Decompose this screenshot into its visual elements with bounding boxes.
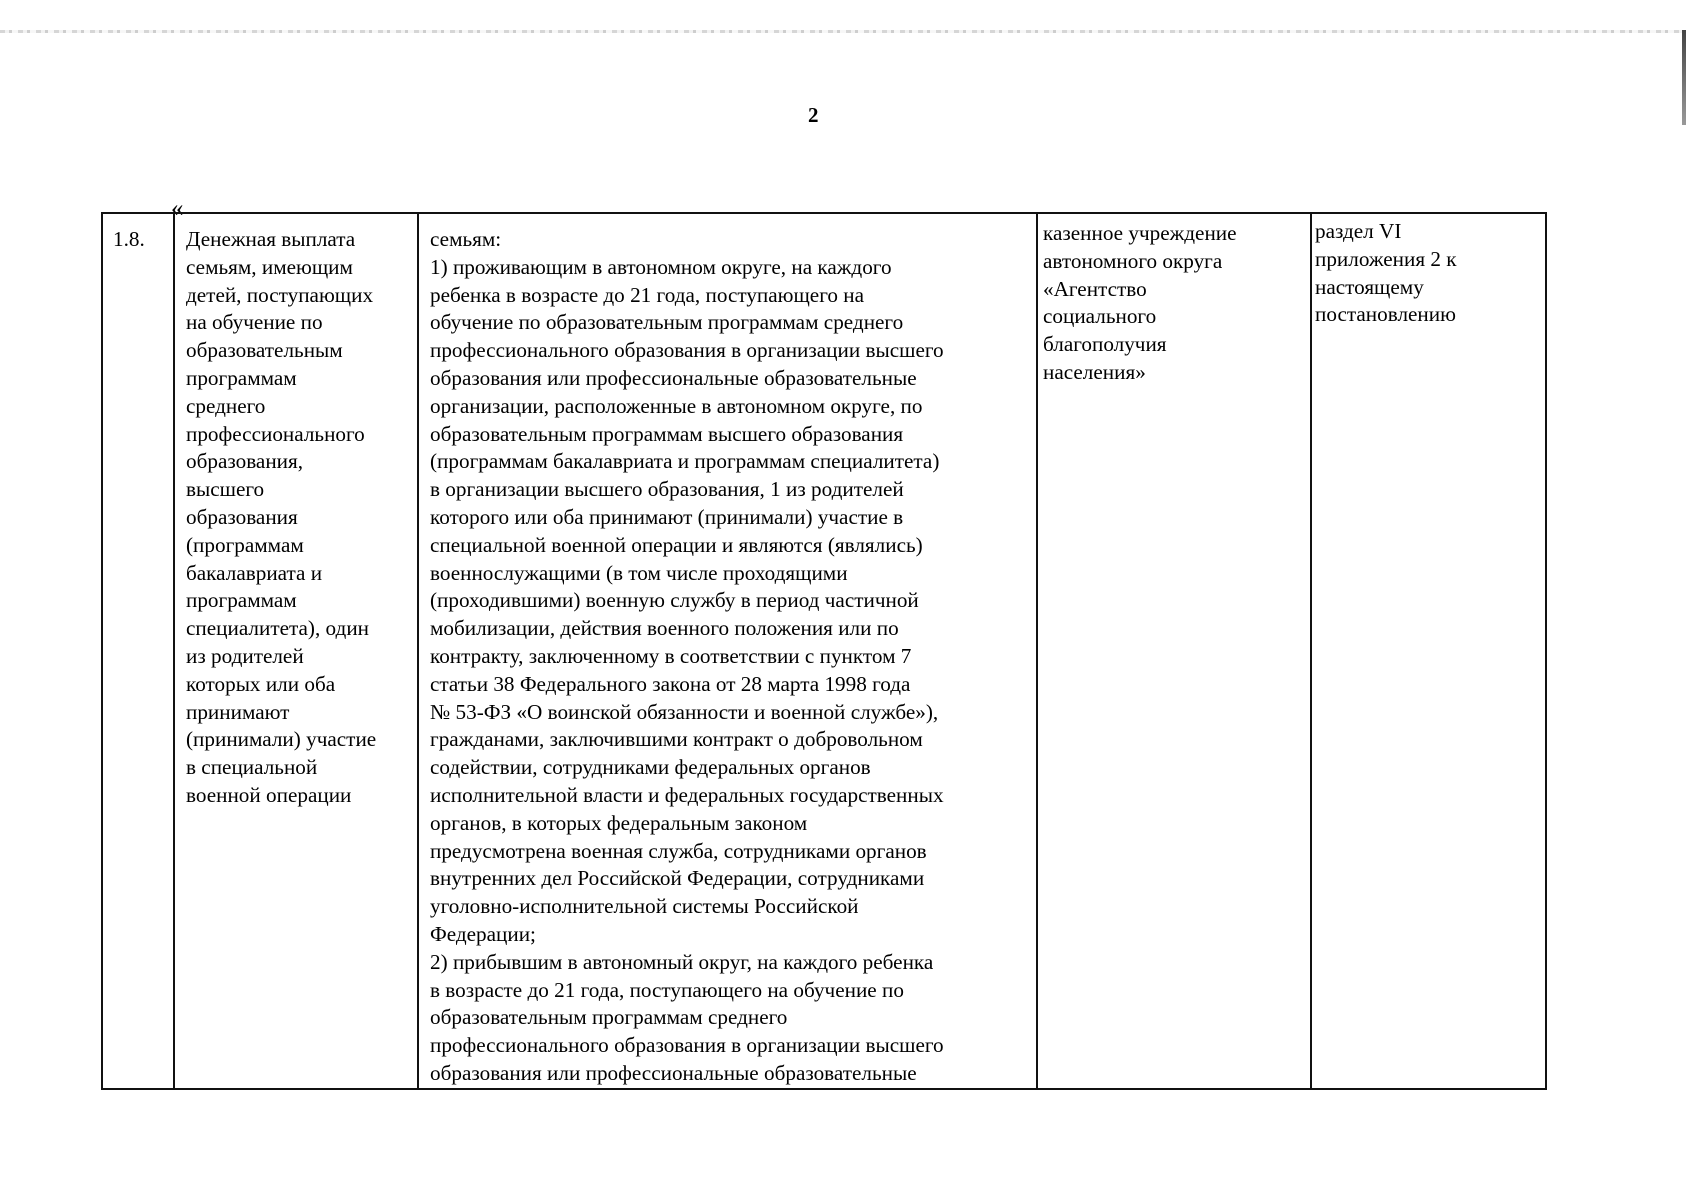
table-row [102, 213, 1546, 1089]
row-number-cell [102, 213, 174, 1089]
reference-text: раздел VI приложения 2 к настоящему постановлению [1315, 219, 1457, 327]
scan-right-edge [1682, 30, 1686, 125]
recipients-description: семьям: 1) проживающим в автономном округе, на каждого ребенка в возрасте до 21 года, поступающего на обучение по образовательным программам среднего профессионального образования в организации высшего образования или профессиональные образовательные организации, расположенные в автономном округе, по образовательным программам высшего образования (программам бакалавриата и программам специалитета) в организации высшего образования, 1 из родителей которого или оба принимают (принимали) участие в специальной военной операции и являются (являлись) военнослужащими (в том числе проходящими (проходившими) военную службу в период частичной мобилизации, действия военного положения или по контракту, заключенному в соответствии с пунктом 7 статьи 38 Федерального закона от 28 марта 1998 года № 53-ФЗ «О воинской обязанности и военной службе»), гражданами, заключившими контракт о добровольном содействии, сотрудниками федеральных органов исполнительной власти и федеральных государственных органов, в которых федеральным законом предусмотрена военная служба, сотрудниками органов внутренних дел Российской Федерации, сотрудниками уголовно-исполнительной системы Российской Федерации; 2) прибывшим в автономный округ, на каждого ребенка в возрасте до 21 года, поступающего на обучение по образовательным программам среднего профессионального образования в организации высшего образования или профессиональные образовательные [430, 227, 944, 1085]
benefit-title: Денежная выплата семьям, имеющим детей, поступающих на обучение по образовательным программам среднего профессионального образования, высшего образования (программам бакалавриата и программам специалитета), один из родителей которых или оба принимают (принимали) участие в специальной военной операции [186, 227, 377, 807]
recipients-cell [418, 213, 1037, 1089]
scan-top-edge [0, 30, 1686, 33]
page-number: 2 [808, 103, 819, 127]
reference-cell [1311, 213, 1546, 1089]
row-number: 1.8. [113, 227, 145, 251]
opening-quote: « [171, 195, 184, 222]
executor-text: казенное учреждение автономного округа «Агентство социального благополучия населения» [1043, 221, 1237, 384]
executor-cell [1037, 213, 1311, 1089]
document-table [101, 212, 1547, 1090]
benefit-title-cell [174, 213, 418, 1089]
